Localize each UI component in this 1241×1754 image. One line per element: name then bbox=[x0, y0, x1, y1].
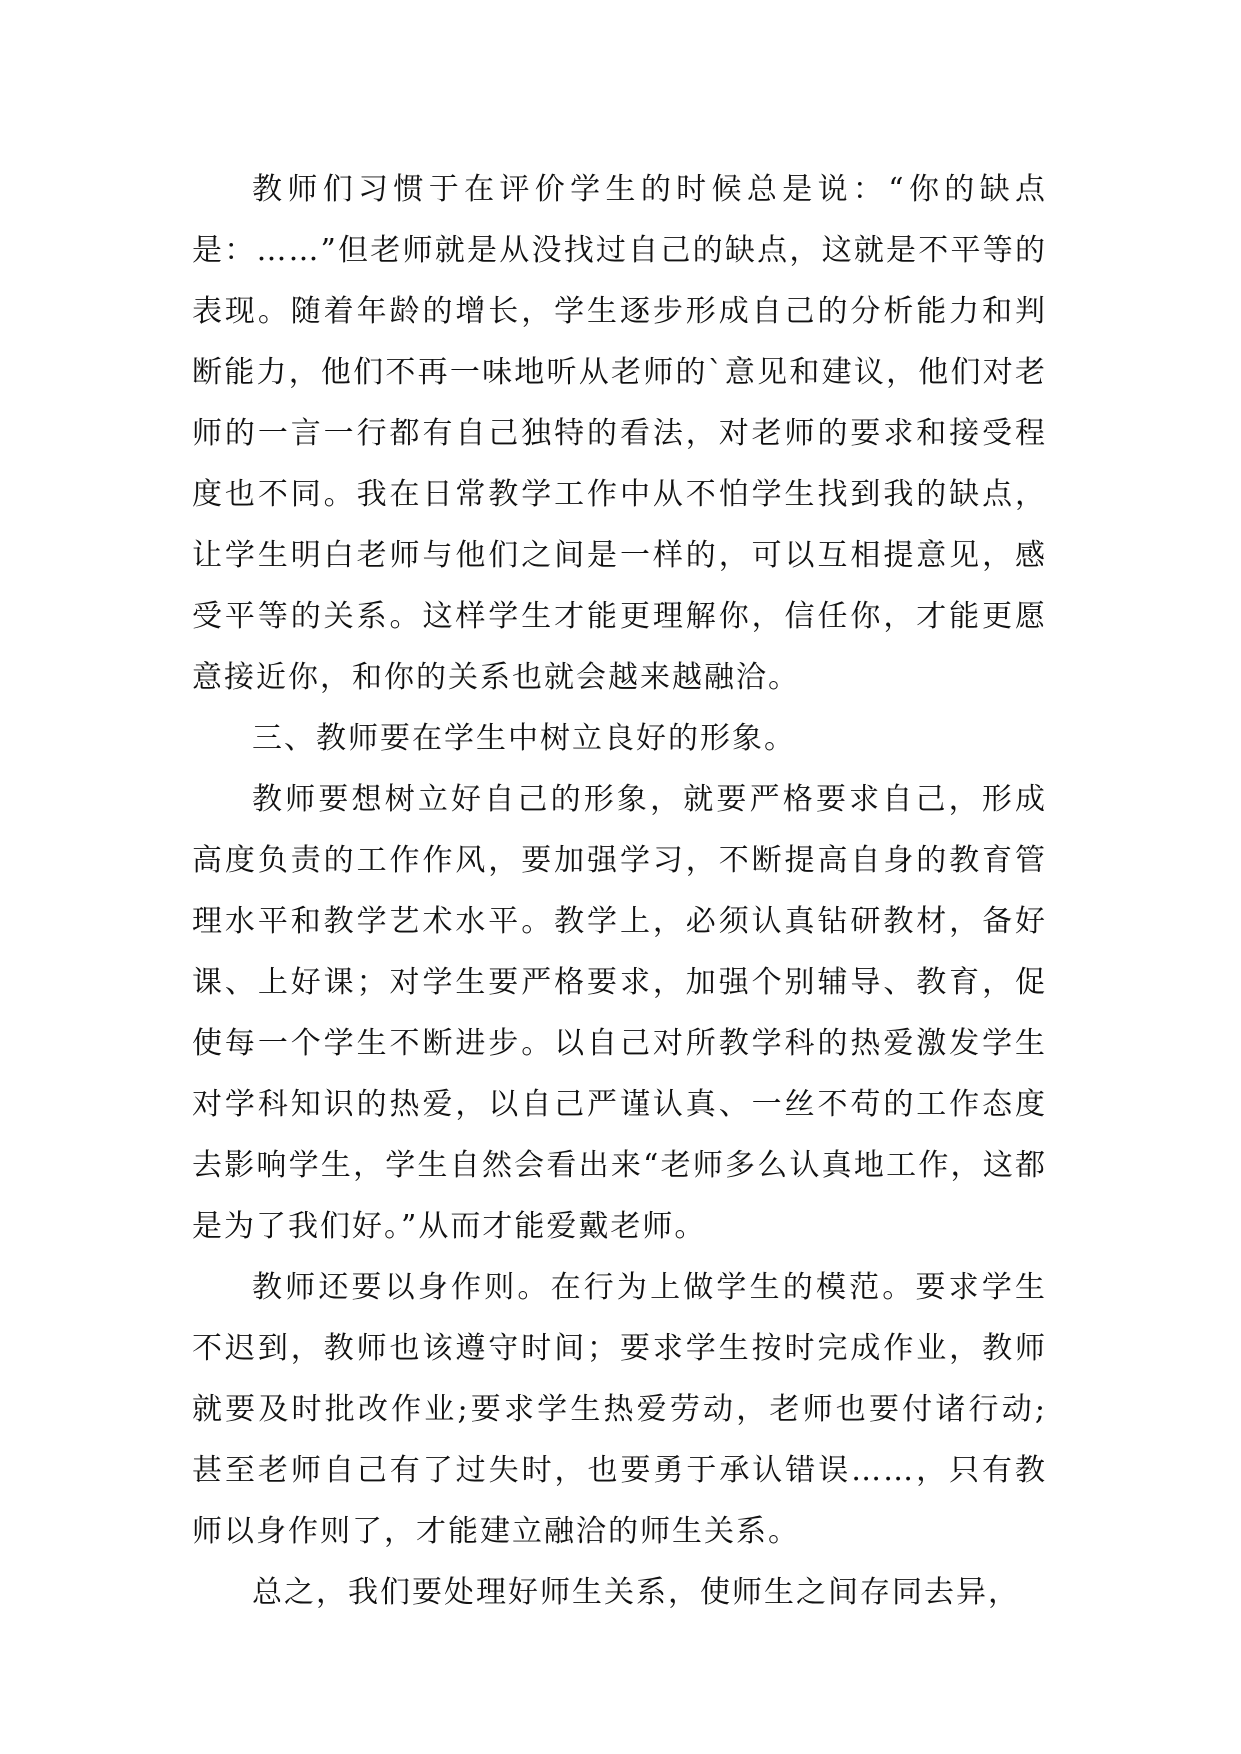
document-body bbox=[192, 159, 1047, 1623]
paragraph-equality: 教师们习惯于在评价学生的时候总是说：“你的缺点是：……”但老师就是从没找过自己的缺点，这就是不平等的表现。随着年龄的增长，学生逐步形成自己的分析能力和判断能力，他们不再一味地听从老师的`意见和建议，他们对老师的一言一行都有自己独特的看法，对老师的要求和接受程度也不同。我在日常教学工作中从不怕学生找到我的缺点，让学生明白老师与他们之间是一样的，可以互相提意见，感受平等的关系。这样学生才能更理解你，信任你，才能更愿意接近你，和你的关系也就会越来越融洽。 bbox=[192, 172, 1047, 695]
paragraph-lead-by-example: 教师还要以身作则。在行为上做学生的模范。要求学生不迟到，教师也该遵守时间；要求学生按时完成作业，教师就要及时批改作业;要求学生热爱劳动，老师也要付诸行动;甚至老师自己有了过失时，也要勇于承认错误……，只有教师以身作则了，才能建立融洽的师生关系。 bbox=[192, 1270, 1047, 1549]
paragraph-teacher-image: 教师要想树立好自己的形象，就要严格要求自己，形成高度负责的工作作风，要加强学习，不断提高自身的教育管理水平和教学艺术水平。教学上，必须认真钻研教材，备好课、上好课；对学生要严格要求，加强个别辅导、教育，促使每一个学生不断进步。以自己对所教学科的热爱激发学生对学科知识的热爱，以自己严谨认真、一丝不苟的工作态度去影响学生，学生自然会看出来“老师多么认真地工作，这都是为了我们好。”从而才能爱戴老师。 bbox=[192, 782, 1047, 1244]
section-heading-three: 三、教师要在学生中树立良好的形象。 bbox=[252, 721, 796, 756]
paragraph-conclusion: 总之，我们要处理好师生关系，使师生之间存同去异， bbox=[252, 1575, 1020, 1610]
